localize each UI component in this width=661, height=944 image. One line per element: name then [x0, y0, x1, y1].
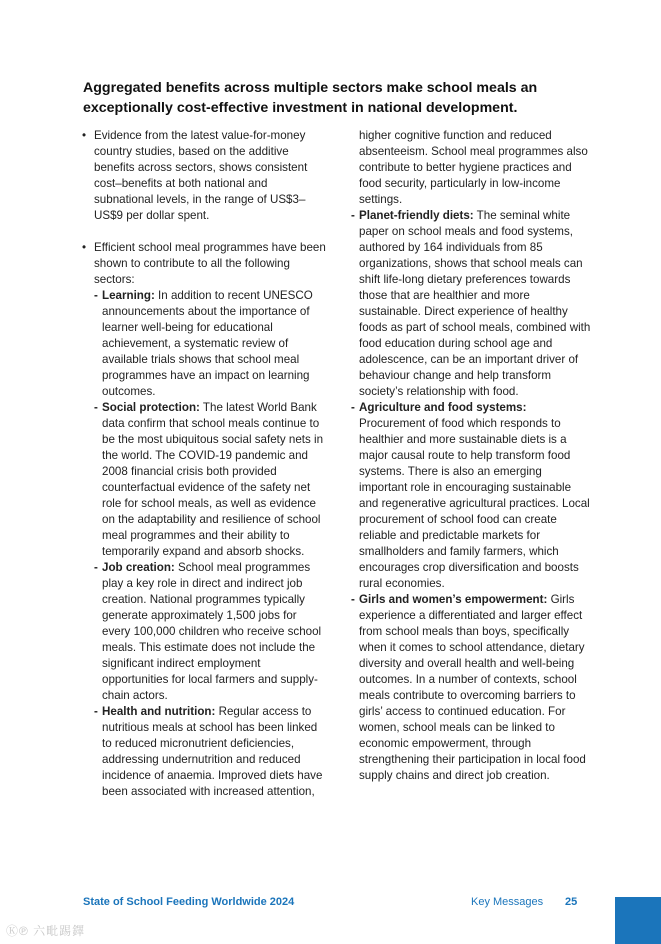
sector-text: In addition to recent UNESCO announcements about the importance of learner well-being for educational achievement, a systematic review of available trials shows that school meal programmes have an impact on learning outcomes.: [102, 289, 313, 398]
sector-title: Learning:: [102, 289, 155, 302]
sector-text: School meal programmes play a key role in direct and indirect job creation. National programmes typically generate approximately 1,500 jobs for every 100,000 children who receive school meals. This estimate does not include the significant indirect employment opportunities for local farmers and supply-chain actors.: [102, 561, 322, 702]
footer-section-name: Key Messages: [471, 896, 544, 908]
right-column: [351, 128, 591, 784]
sector-job-creation: [94, 560, 327, 704]
sector-text: The seminal white paper on school meals and food systems, authored by 164 individuals from 85 organizations, shows that school meals can shift life-long dietary preferences towards those that are healthier and more sustainable. Direct experience of healthy foods as part of school meals, combined with food education during school age and adolescence, can be an important driver of behaviour change and help transform society’s relationship with food.: [359, 209, 591, 398]
watermark: Ⓚ℗ 六毗踢鐸: [6, 924, 86, 938]
dash-icon: -: [94, 401, 98, 414]
sector-agriculture: [351, 400, 591, 592]
sector-title: Job creation:: [102, 561, 175, 574]
dash-icon: -: [351, 209, 355, 222]
health-continued: higher cognitive function and reduced absenteeism. School meal programmes also contribute to better hygiene practices and food security, particularly in low-income settings.: [359, 129, 588, 206]
page-tab-decoration: [615, 897, 661, 944]
dash-icon: -: [94, 289, 98, 302]
sector-social-protection: [94, 400, 327, 560]
sector-title: Planet-friendly diets:: [359, 209, 474, 222]
sector-title: Girls and women’s empowerment:: [359, 593, 548, 606]
sector-girls-women: [351, 592, 591, 784]
dash-icon: -: [351, 401, 355, 414]
bullet-sectors: [82, 240, 327, 288]
bullet-value-for-money: [82, 128, 327, 224]
left-column: [82, 128, 327, 800]
sector-title: Agriculture and food systems:: [359, 401, 527, 414]
page-number: 25: [565, 896, 578, 908]
footer-report-title: State of School Feeding Worldwide 2024: [83, 896, 295, 908]
bullet-icon: •: [82, 129, 87, 142]
sector-health-nutrition: [94, 704, 327, 800]
sector-text: Procurement of food which responds to healthier and more sustainable diets is a major causal route to help transform food systems. There is also an emerging important role in encouraging sustainable and regenerative agricultural practices. Local procurement of school food can create reliable and predictable markets for smallholders and family farmers, which encourages crop diversification and boosts rural economies.: [359, 417, 590, 590]
sector-learning: [94, 288, 327, 400]
sector-text: Regular access to nutritious meals at school has been linked to reduced micronutrient deficiencies, addressing undernutrition and reduced incidence of anaemia. Improved diets have been associated with increased attention,: [102, 705, 323, 798]
bullet-text: Efficient school meal programmes have been shown to contribute to all the following sectors:: [94, 241, 326, 286]
bullet-text: Evidence from the latest value-for-money country studies, based on the additive benefits across sectors, shows consistent cost–benefits at both national and subnational levels, in the range of US$3–US$9 per dollar spent.: [94, 129, 308, 222]
page-heading: Aggregated benefits across multiple sectors make school meals an exceptionally cost-effective investment in national development.: [83, 80, 538, 116]
sector-text: The latest World Bank data confirm that school meals continue to be the most ubiquitous social safety nets in the world. The COVID-19 pandemic and 2008 financial crisis both provided counterfactual evidence of the safety net role for school meals, as well as evidence on the adaptability and resilience of school meal programmes and their ability to temporarily expand and absorb shocks.: [102, 401, 324, 558]
sector-title: Social protection:: [102, 401, 200, 414]
sector-title: Health and nutrition:: [102, 705, 216, 718]
dash-icon: -: [94, 561, 98, 574]
dash-icon: -: [94, 705, 98, 718]
bullet-icon: •: [82, 241, 87, 254]
sector-planet-friendly: [351, 208, 591, 400]
dash-icon: -: [351, 593, 355, 606]
sector-text: Girls experience a differentiated and larger effect from school meals than boys, specifically when it comes to school attendance, dietary diversity and overall health and well-being outcomes. In a number of contexts, school meals contribute to overcoming barriers to girls’ access to continued education. For women, school meals can be linked to economic empowerment, through strengthening their participation in local food supply chains and direct job creation.: [359, 593, 586, 782]
